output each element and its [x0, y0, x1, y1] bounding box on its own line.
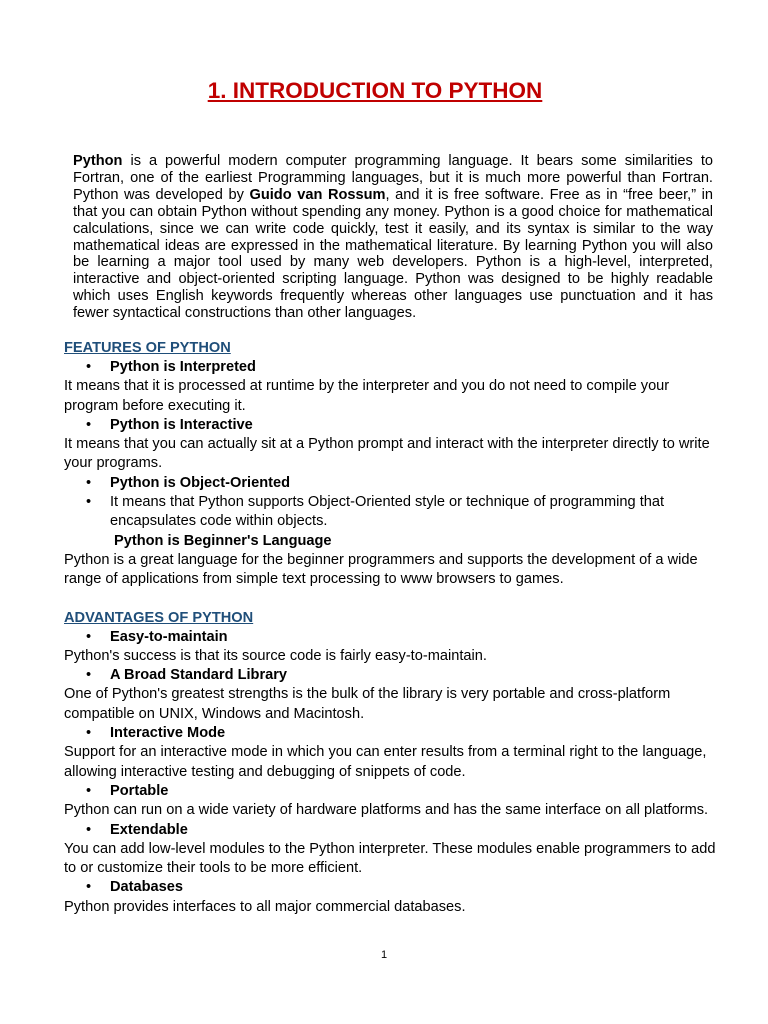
bullet-icon: • — [86, 416, 92, 433]
advantages-heading: ADVANTAGES OF PYTHON — [64, 609, 254, 626]
feature-oo-title: Python is Object-Oriented — [110, 474, 291, 491]
advantage-bullet — [64, 878, 724, 897]
advantage-text: Support for an interactive mode in which you can enter results from a terminal right to the language, allowing interactive testing and debugging of snippets of code. — [64, 744, 707, 780]
intro-lead-bold: Python — [73, 153, 123, 169]
advantage-title: Interactive Mode — [110, 725, 226, 742]
intro-text-part1: is a powerful modern computer programming language. It bears some similarities to Fortran, one of the earliest Programming languages, but it is much more powerful than Fortran. Python was developed by — [73, 153, 713, 203]
feature-oo-text: It means that Python supports Object-Oriented style or technique of programming that encapsulates code within objects. — [110, 494, 665, 530]
feature-oo-text-bullet — [64, 493, 724, 532]
bullet-icon: • — [86, 782, 92, 799]
main-content — [64, 339, 724, 917]
advantage-bullet — [64, 724, 724, 743]
feature-interactive-bullet — [64, 416, 724, 435]
advantage-text: One of Python's greatest strengths is the bulk of the library is very portable and cross-platform compatible on UNIX, Windows and Macintosh. — [64, 686, 671, 722]
feature-beginner-text: Python is a great language for the beginner programmers and supports the development of a wide range of applications from simple text processing to www browsers to games. — [64, 551, 698, 588]
advantage-title: Extendable — [110, 821, 188, 838]
advantage-bullet — [64, 821, 724, 840]
feature-oo-bullet — [64, 474, 724, 493]
feature-interpreted-bullet — [64, 358, 724, 377]
feature-interactive-text: It means that you can actually sit at a Python prompt and interact with the interpreter directly to write your programs. — [64, 436, 710, 472]
advantage-title: Databases — [110, 879, 184, 896]
advantage-text: You can add low-level modules to the Python interpreter. These modules enable programmers to add to or customize their tools to be more efficient. — [64, 840, 716, 877]
features-heading: FEATURES OF PYTHON — [64, 340, 231, 356]
intro-paragraph — [73, 153, 713, 322]
bullet-icon: • — [86, 667, 92, 684]
advantage-bullet — [64, 782, 724, 801]
bullet-icon: • — [86, 628, 92, 645]
bullet-icon: • — [86, 494, 92, 511]
page-number: 1 — [380, 949, 388, 961]
bullet-icon: • — [86, 821, 92, 838]
intro-author-bold: Guido van Rossum — [249, 186, 386, 203]
bullet-icon: • — [86, 359, 92, 375]
intro-text-part2: , and it is free software. Free as in “free beer,” in that you can obtain Python without spending any money. Python is a good choice for mathematical calculations, since we can write code quickly, test it easily, and its syntax is similar to the way mathematical ideas are expressed in the mathematical literature. By learning Python you will also be learning a major tool used by many web developers. Python is a high-level, interpreted, interactive and object-oriented scripting language. Python was designed to be highly readable which uses English keywords frequently whereas other languages use punctuation and it has fewer syntactical constructions than other languages. — [73, 186, 713, 322]
advantage-text: Python can run on a wide variety of hardware platforms and has the same interface on all platforms. — [64, 802, 709, 819]
advantage-title: Easy-to-maintain — [110, 628, 228, 645]
section-spacer — [64, 590, 724, 609]
bullet-icon: • — [86, 725, 92, 742]
advantage-text: Python provides interfaces to all major commercial databases. — [64, 898, 466, 915]
page-title: 1. INTRODUCTION TO PYTHON — [207, 78, 543, 103]
advantage-bullet — [64, 628, 724, 647]
feature-interactive-title: Python is Interactive — [110, 416, 253, 433]
feature-interpreted-text: It means that it is processed at runtime by the interpreter and you do not need to compile your program before executing it. — [64, 378, 670, 414]
advantage-title: A Broad Standard Library — [110, 667, 288, 684]
advantage-text: Python's success is that its source code is fairly easy-to-maintain. — [64, 647, 487, 664]
bullet-icon: • — [86, 879, 92, 896]
advantage-title: Portable — [110, 782, 169, 799]
bullet-icon: • — [86, 474, 92, 491]
advantage-bullet — [64, 666, 724, 685]
feature-beginner-title: Python is Beginner's Language — [114, 532, 332, 549]
feature-interpreted-title: Python is Interpreted — [110, 359, 256, 375]
